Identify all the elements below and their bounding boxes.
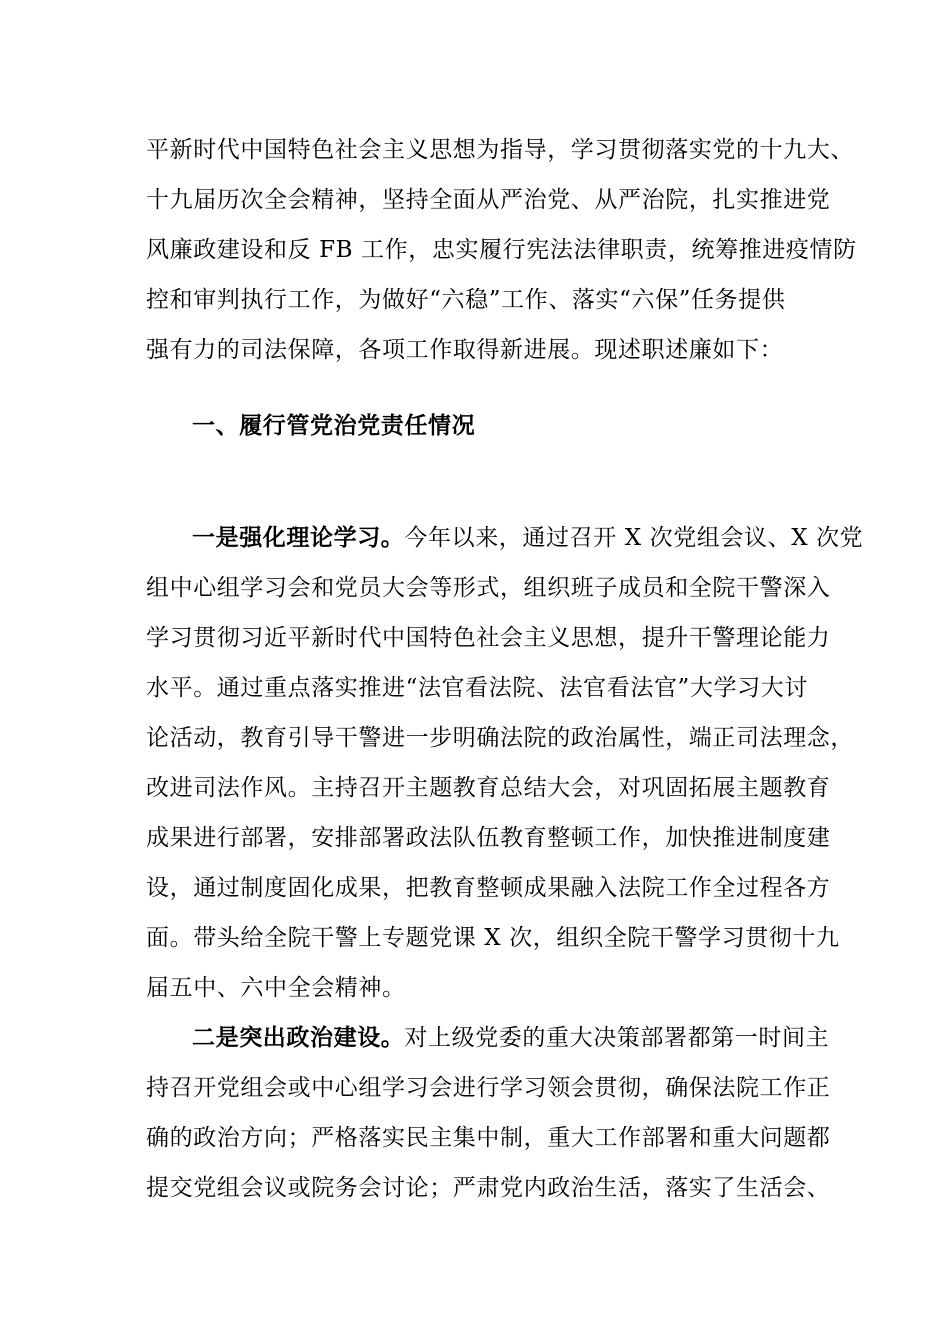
para1-line-7: 成果进行部署，安排部署政法队伍教育整顿工作，加快推进制度建 — [146, 825, 831, 851]
para2-line-1 — [192, 1022, 830, 1054]
para2-lead: 二是突出政治建设。 — [192, 1024, 405, 1051]
para2-line-4: 提交党组会议或院务会讨论；严肃党内政治生活，落实了生活会、 — [146, 1175, 831, 1201]
para1-first-rest: 今年以来，通过召开 X 次党组会议、X 次党 — [404, 525, 864, 551]
para2-first-rest: 对上级党委的重大决策部署都第一时间主 — [404, 1025, 830, 1051]
para1-line-2: 组中心组学习会和党员大会等形式，组织班子成员和全院干警深入 — [146, 575, 831, 601]
intro-line-4: 控和审判执行工作，为做好“六稳”工作、落实“六保”任务提供 — [146, 287, 786, 313]
para1-line-5: 论活动，教育引导干警进一步明确法院的政治属性，端正司法理念， — [146, 725, 854, 751]
intro-line-2: 十九届历次全会精神，坚持全面从严治党、从严治院，扎实推进党 — [146, 187, 831, 213]
para2-line-3: 确的政治方向；严格落实民主集中制，重大工作部署和重大问题都 — [146, 1125, 831, 1151]
para2-line-2: 持召开党组会或中心组学习会进行学习领会贯彻，确保法院工作正 — [146, 1075, 831, 1101]
section-heading: 一、履行管党治党责任情况 — [192, 412, 476, 439]
para1-lead: 一是强化理论学习。 — [192, 524, 405, 551]
para1-line-3: 学习贯彻习近平新时代中国特色社会主义思想，提升干警理论能力 — [146, 625, 831, 651]
para1-line-9: 面。带头给全院干警上专题党课 X 次，组织全院干警学习贯彻十九 — [146, 925, 840, 951]
intro-line-3: 风廉政建设和反 FB 工作，忠实履行宪法法律职责，统筹推进疫情防 — [146, 237, 857, 263]
intro-line-1: 平新时代中国特色社会主义思想为指导，学习贯彻落实党的十九大、 — [146, 137, 854, 163]
para1-line-8: 设，通过制度固化成果，把教育整顿成果融入法院工作全过程各方 — [146, 875, 831, 901]
para1-line-10: 届五中、六中全会精神。 — [146, 975, 406, 1001]
para1-line-4: 水平。通过重点落实推进“法官看法院、法官看法官”大学习大讨 — [146, 675, 808, 701]
para1-line-1 — [192, 522, 864, 554]
intro-line-5: 强有力的司法保障，各项工作取得新进展。现述职述廉如下： — [146, 337, 784, 363]
para1-line-6: 改进司法作风。主持召开主题教育总结大会，对巩固拓展主题教育 — [146, 775, 831, 801]
